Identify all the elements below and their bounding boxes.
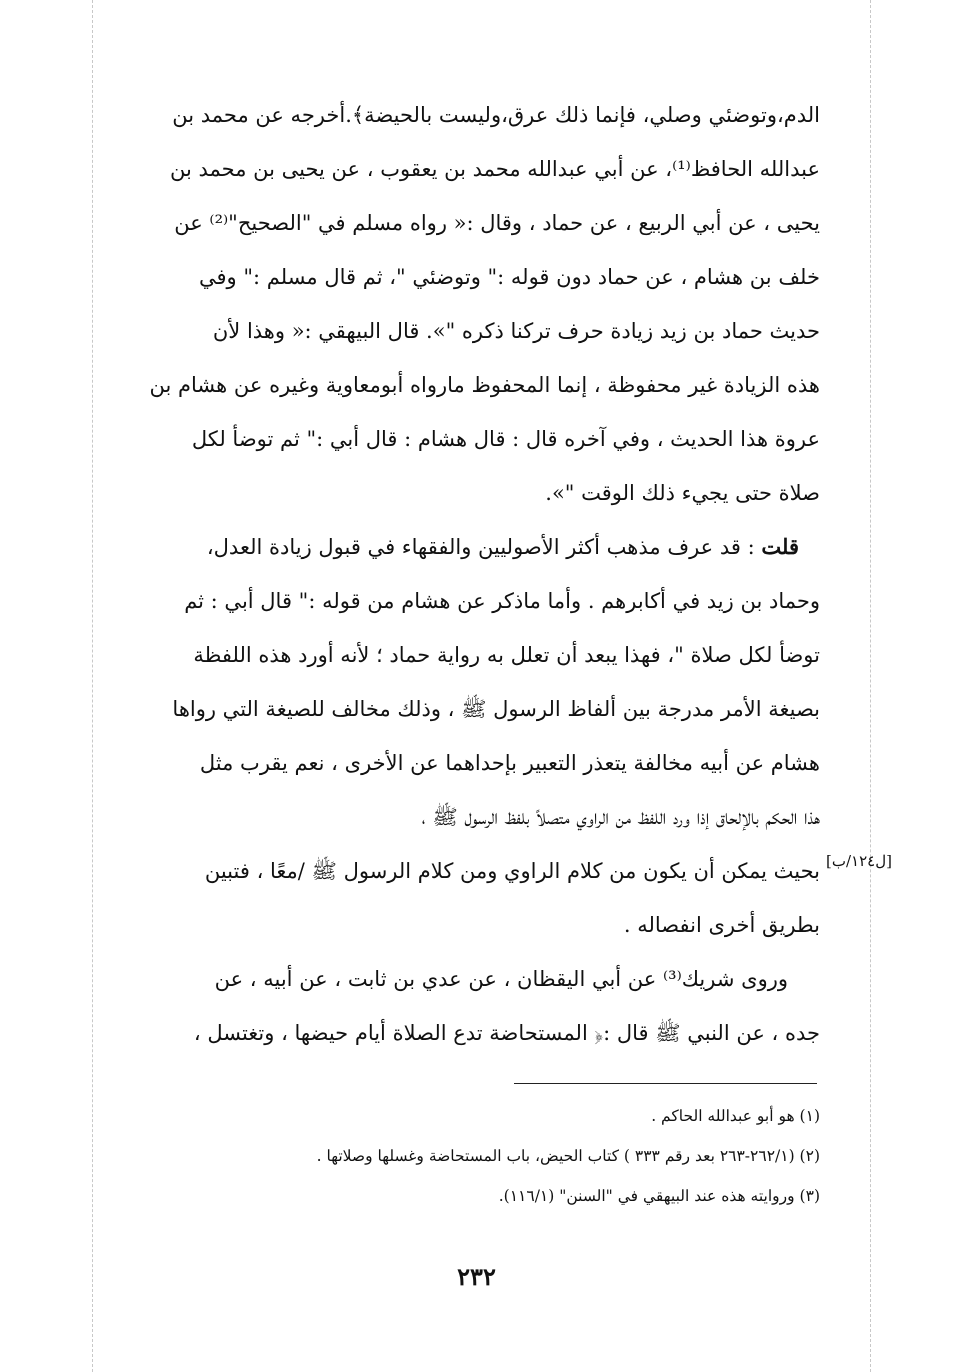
text-line: بحيث يمكن أن يكون من كلام الراوي ومن كلام الرسول ﷺ /معًا ، فتبين — [204, 859, 820, 883]
paragraph-start-line — [96, 520, 820, 574]
scan-guide-line-left — [92, 0, 93, 1372]
footnote-separator — [514, 1083, 817, 1084]
text-line: هذه الزيادة غير محفوظة ، إنما المحفوظ مارواه أبومعاوية وغيره عن هشام بن — [149, 373, 820, 397]
text-line: بصيغة الأمر مدرجة بين ألفاظ الرسول ﷺ ، وذلك مخالف للصيغة التي رواها — [172, 697, 820, 721]
footnote: (٢) (٢٦٢/١-٢٦٣ بعد رقم ٣٣٣ ) كتاب الحيض، باب المستحاضة وغسلها وصلاتها . — [316, 1147, 820, 1165]
text-line: عروة هذا الحديث ، وفي آخره قال : قال هشام : قال أبي :" ثم توضأ لكل — [191, 427, 820, 451]
text-line: وحماد بن زيد في أكابرهم . وأما ماذكر عن هشام من قوله :" قال أبي : ثم — [184, 589, 820, 613]
text-line: جده ، عن النبي ﷺ قال :﴿ المستحاضة تدع الصلاة أيام حيضها ، وتغتسل ، — [193, 1021, 820, 1045]
footnotes-block — [96, 1096, 820, 1216]
text-line: وروى شريك⁽³⁾ عن أبي اليقظان ، عن عدي بن ثابت ، عن أبيه ، عن — [214, 967, 788, 991]
page-number: ٢٣٢ — [457, 1262, 496, 1291]
text-line: يحيى ، عن أبي الربيع ، عن حماد ، وقال :« رواه مسلم في "الصحيح"⁽²⁾ عن — [174, 211, 820, 235]
text-line: حديث حماد بن زيد زيادة حرف تركنا ذكره "». قال البيهقي :« وهذا لأن — [212, 319, 820, 343]
main-text-block — [96, 88, 820, 1060]
text-line: خلف بن هشام ، عن حماد دون قوله :" وتوضئي "، ثم قال مسلم :" وفي — [199, 265, 820, 289]
manuscript-folio-marker: [ل١٢٤/ب] — [826, 852, 892, 870]
scan-guide-line-right — [870, 0, 871, 1372]
text-line: هذا الحكم بالإلحاق إذا ورد اللفظ من الراوي متصلاً بلفظ الرسول ﷺ ، — [421, 805, 820, 829]
qultu-text: : قد عرف مذهب أكثر الأصوليين والفقهاء في قبول زيادة العدل، — [206, 535, 762, 559]
text-line: عبدالله الحافظ⁽¹⁾، عن أبي عبدالله محمد بن يعقوب ، عن يحيى بن محمد بن — [169, 157, 820, 181]
footnote: (١) هو أبو عبدالله الحاكم . — [651, 1107, 820, 1125]
text-line: توضأ لكل صلاة "، فهذا يبعد أن تعلل به رواية حماد ؛ لأنه أورد هذه اللفظة — [193, 643, 820, 667]
text-line: هشام عن أبيه مخالفة يتعذر التعبير بإحداهما عن الأخرى ، نعم يقرب مثل — [199, 751, 820, 775]
qultu-label: قلت — [761, 534, 799, 559]
text-line: الدم،وتوضئي وصلي، فإنما ذلك عرق،وليست بالحيضة﴾.أخرجه عن محمد بن — [172, 103, 820, 127]
text-line: بطريق أخرى انفصاله . — [623, 913, 820, 937]
footnote: (٣) وروايته هذه عند البيهقي في "السنن" (١١٦/١). — [498, 1187, 820, 1205]
text-line: صلاة حتى يجيء ذلك الوقت "». — [545, 481, 820, 505]
